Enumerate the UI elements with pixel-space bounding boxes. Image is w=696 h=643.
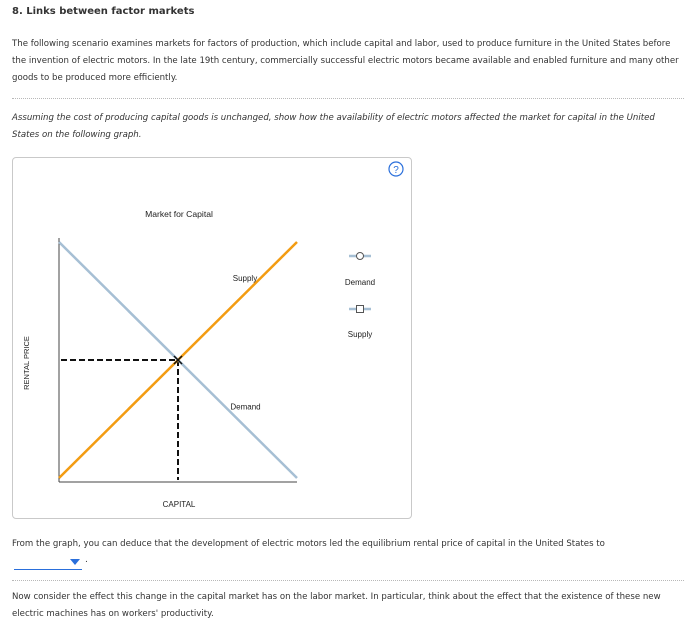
demand-curve-label: Demand xyxy=(230,402,261,412)
capital-market-graph[interactable] xyxy=(13,158,411,518)
scenario-paragraph: The following scenario examines markets for factors of production, which include capital and labor, used to produce furniture in the United States before the invention of electric motors. In the late 19th century, commercially successful electric motors became available and enabled furniture and many other goods to be produced more efficiently. xyxy=(12,39,679,83)
help-icon[interactable] xyxy=(388,161,404,177)
question-title: 8. Links between factor markets xyxy=(12,6,195,17)
divider xyxy=(12,580,684,581)
help-icon-glyph: ? xyxy=(393,165,399,176)
supply-tool[interactable] xyxy=(348,306,372,340)
supply-tool-label: Supply xyxy=(347,330,373,339)
demand-tool-label: Demand xyxy=(344,278,376,287)
y-axis-label-group xyxy=(22,336,31,390)
followup-question: From the graph, you can deduce that the development of electric motors led the equilibrium rental price of capital in the United States to xyxy=(12,539,605,549)
y-axis-label: RENTAL PRICE xyxy=(22,336,31,390)
demand-tool[interactable] xyxy=(345,253,375,288)
graph-container[interactable] xyxy=(12,157,412,519)
sentence-period: . xyxy=(85,555,88,565)
labor-market-prompt: Now consider the effect this change in the capital market has on the labor market. In particular, think about the effect that the existence of these new electric machines has on workers' productivity. xyxy=(12,592,661,619)
x-axis-label: CAPITAL xyxy=(162,500,196,509)
demand-tool-circle-icon[interactable] xyxy=(357,253,364,260)
divider xyxy=(12,98,684,99)
chevron-down-icon[interactable] xyxy=(70,559,80,565)
supply-tool-square-icon[interactable] xyxy=(357,306,364,313)
supply-curve-label: Supply xyxy=(232,273,258,283)
rental-price-dropdown[interactable] xyxy=(14,556,82,570)
chart-title: Market for Capital xyxy=(145,209,213,219)
instruction-text: Assuming the cost of producing capital goods is unchanged, show how the availability of electric motors affected the market for capital in the United States on the following graph. xyxy=(12,113,655,140)
